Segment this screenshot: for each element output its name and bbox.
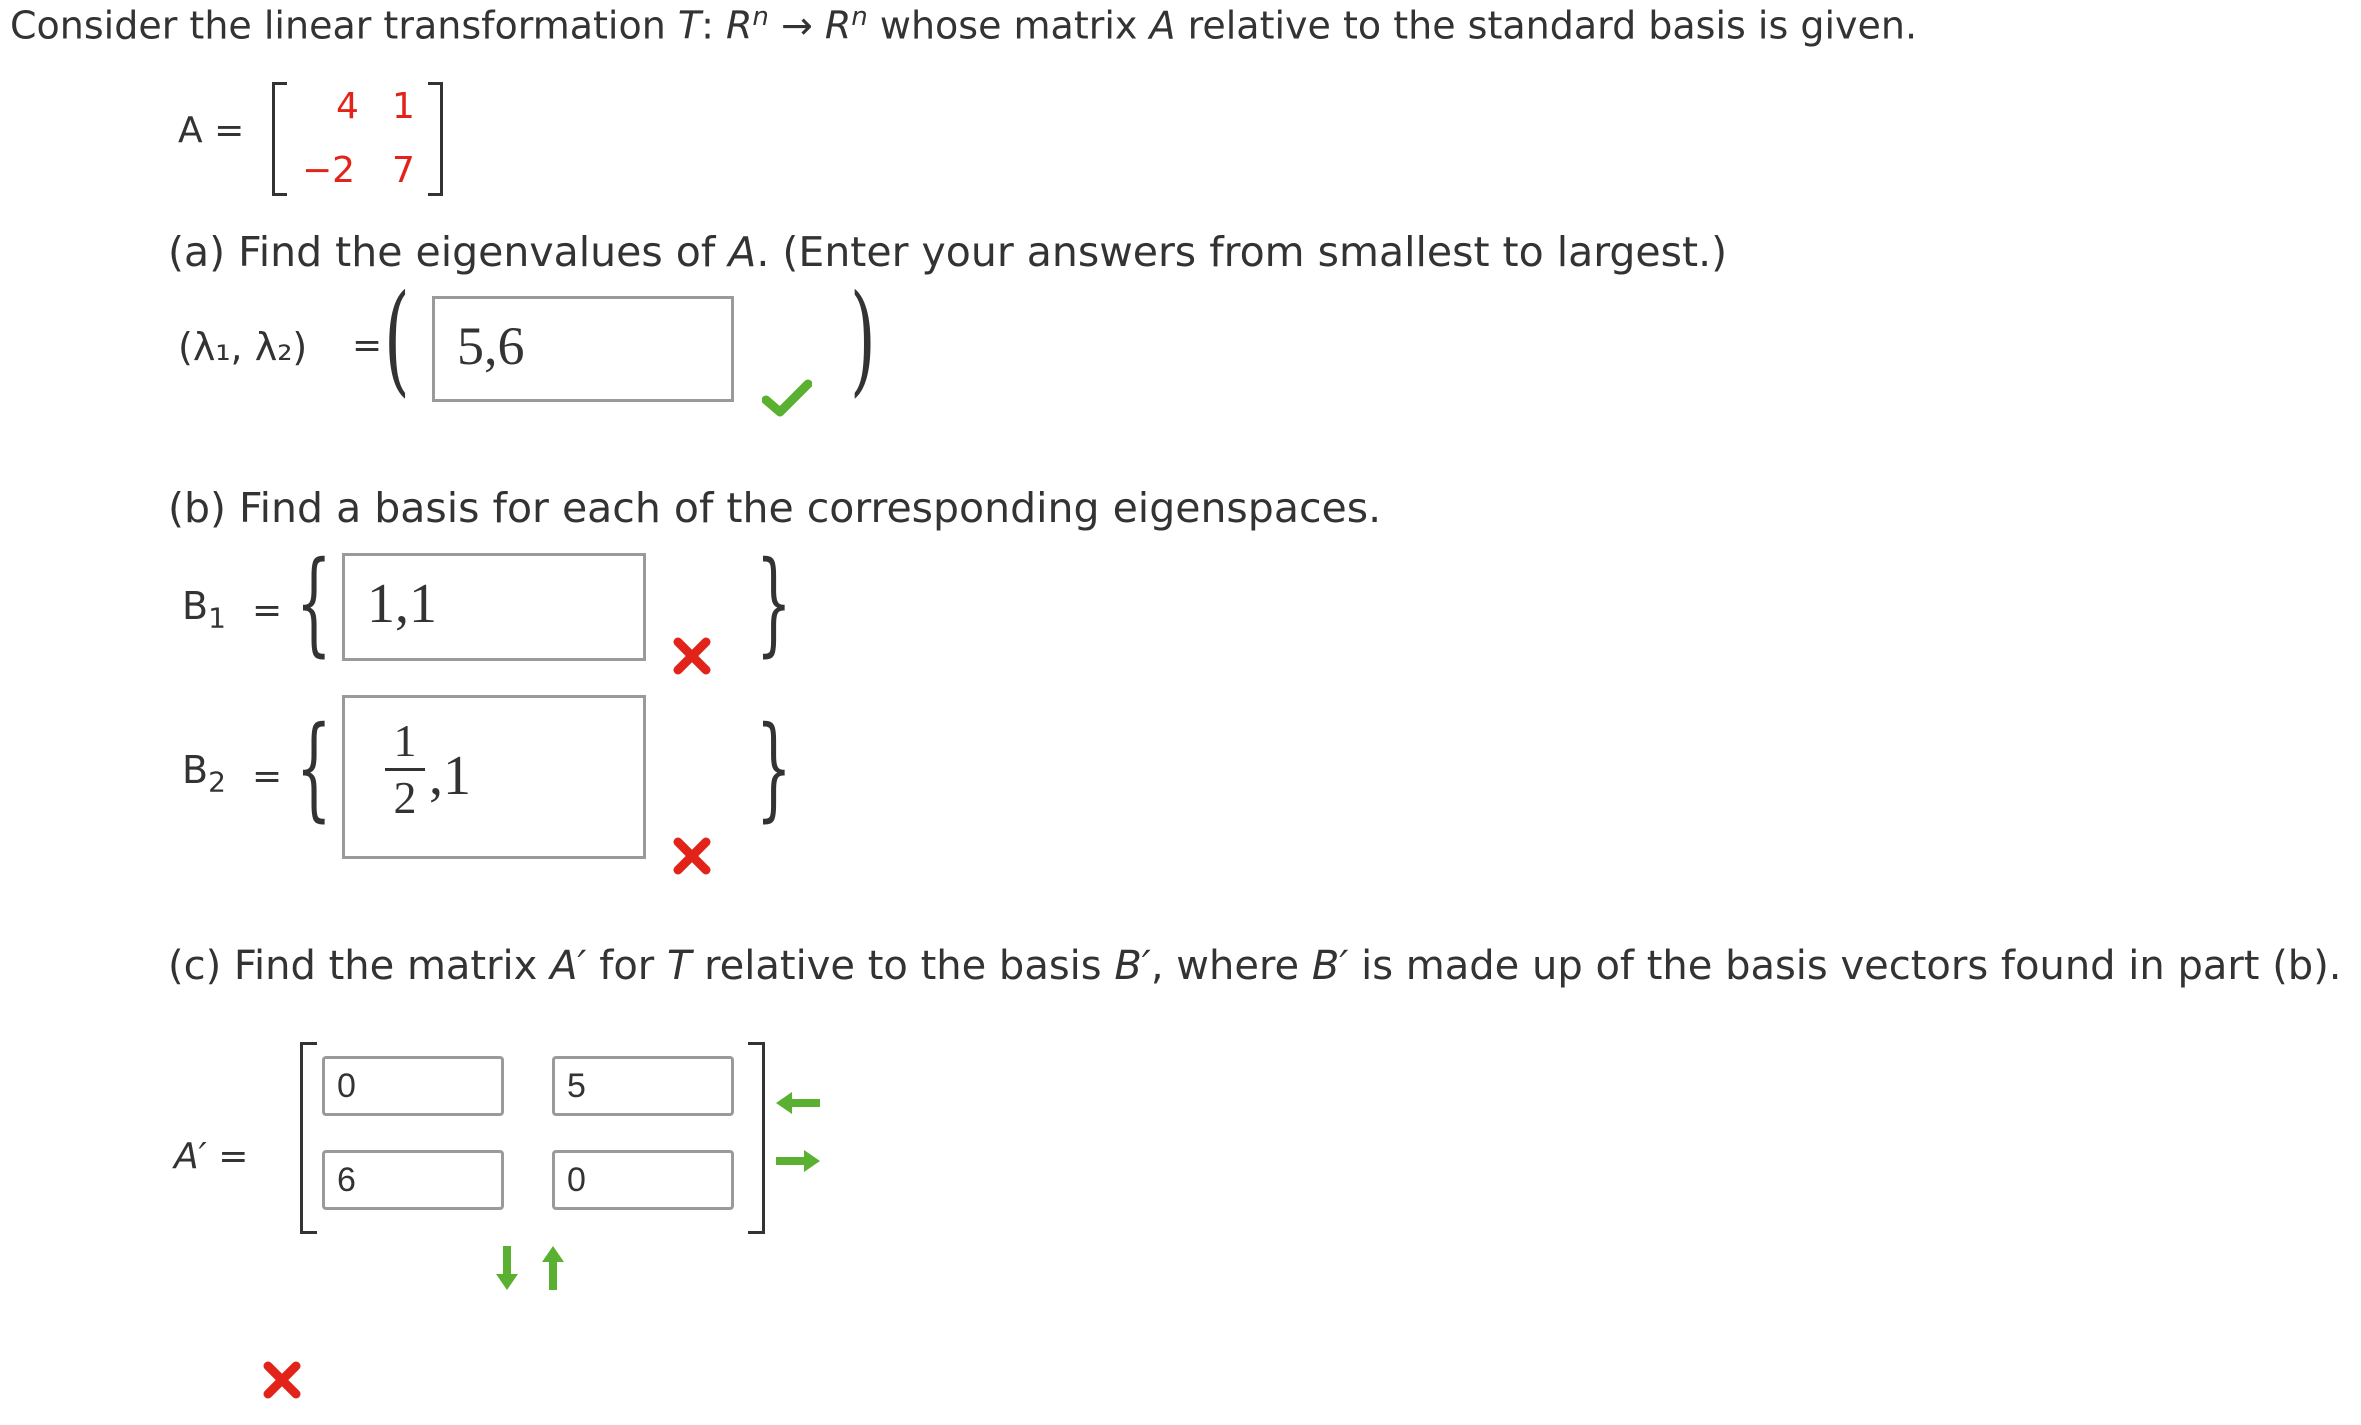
matrix-right-bracket	[748, 1042, 765, 1234]
fraction	[385, 716, 425, 823]
matrix-cell-input[interactable]: 5	[552, 1056, 734, 1116]
matrix-left-bracket	[300, 1042, 317, 1234]
arrow-down-icon[interactable]	[494, 1244, 520, 1292]
equals-sign: =	[352, 325, 383, 366]
matrix-a-right-bracket	[428, 82, 443, 196]
eigenvalue-label: (λ₁, λ₂)	[178, 325, 308, 369]
part-c-text: for	[586, 943, 667, 989]
basis-b2-label	[182, 748, 226, 799]
right-brace: }	[756, 703, 792, 833]
matrix-a-left-bracket	[272, 82, 287, 196]
part-a-question	[168, 228, 1727, 276]
domain-space: R	[726, 3, 753, 48]
x-icon	[672, 836, 712, 876]
intro-text: Consider the linear transformation	[10, 3, 678, 48]
basis-symbol: B	[182, 584, 209, 628]
matrix-a-cell: 7	[392, 150, 415, 191]
basis-b1-input[interactable]	[342, 553, 646, 661]
fraction-bar	[385, 768, 425, 771]
left-brace: {	[296, 703, 332, 833]
arrow-right-icon[interactable]	[774, 1148, 822, 1174]
basis-symbol: B	[182, 748, 209, 792]
part-c-text: relative to the basis	[691, 943, 1115, 989]
fraction-denominator: 2	[393, 772, 417, 823]
matrix-a-cell: −2	[302, 150, 356, 191]
part-a-text: (a) Find the eigenvalues of	[168, 228, 729, 276]
eigenvalues-value: 5,6	[457, 316, 525, 376]
intro-rest: whose matrix	[867, 3, 1150, 48]
matrix-cell-input[interactable]: 0	[322, 1056, 504, 1116]
part-c-text: , where	[1150, 943, 1312, 989]
matrix-a-label: A =	[178, 110, 245, 151]
basis-b-prime: B′	[1311, 943, 1349, 989]
matrix-cell-input[interactable]: 0	[552, 1150, 734, 1210]
matrix-a-prime: A′	[550, 943, 587, 989]
eigenvalues-input[interactable]	[432, 296, 734, 402]
matrix-cell-input[interactable]: 6	[322, 1150, 504, 1210]
arrow-up-icon[interactable]	[540, 1244, 566, 1292]
matrix-a-prime-label: A′ =	[174, 1136, 249, 1177]
maps-to-arrow: →	[768, 3, 825, 48]
equals-sign: =	[252, 590, 283, 631]
codomain-space: R	[824, 3, 852, 48]
matrix-name: A	[1149, 3, 1176, 48]
right-brace: }	[756, 538, 792, 668]
left-brace: {	[296, 538, 332, 668]
x-icon	[672, 636, 712, 676]
equals-sign: =	[252, 756, 283, 797]
codomain-exponent: n	[851, 2, 868, 32]
part-c-text: is made up of the basis vectors found in part (b).	[1348, 943, 2342, 989]
basis-b2-value-tail: ,1	[429, 745, 471, 807]
problem-statement	[10, 2, 1917, 48]
part-c-text: (c) Find the matrix	[168, 943, 551, 989]
part-b-question: (b) Find a basis for each of the corresponding eigenspaces.	[168, 484, 1382, 532]
transformation-symbol: T	[666, 943, 692, 989]
matrix-name: A	[728, 228, 757, 276]
basis-b1-label	[182, 584, 226, 635]
intro-rest-2: relative to the standard basis is given.	[1175, 3, 1918, 48]
part-c-question	[168, 943, 2342, 989]
domain-exponent: n	[752, 2, 769, 32]
part-a-text-end: . (Enter your answers from smallest to largest.)	[756, 228, 1728, 276]
arrow-left-icon[interactable]	[774, 1090, 822, 1116]
right-paren: )	[850, 270, 876, 409]
fraction-numerator: 1	[393, 715, 417, 766]
matrix-a-cell: 1	[392, 86, 415, 127]
basis-subscript: 2	[208, 765, 226, 799]
basis-b-prime: B′	[1114, 943, 1151, 989]
matrix-a-cell: 4	[336, 86, 359, 127]
left-paren: (	[384, 270, 410, 409]
basis-subscript: 1	[208, 601, 226, 635]
transformation-symbol: T	[677, 3, 702, 48]
basis-b1-value: 1,1	[367, 573, 437, 635]
x-icon	[262, 1360, 302, 1400]
colon: :	[701, 3, 726, 48]
basis-b2-input[interactable]	[342, 695, 646, 859]
check-icon	[762, 378, 812, 418]
